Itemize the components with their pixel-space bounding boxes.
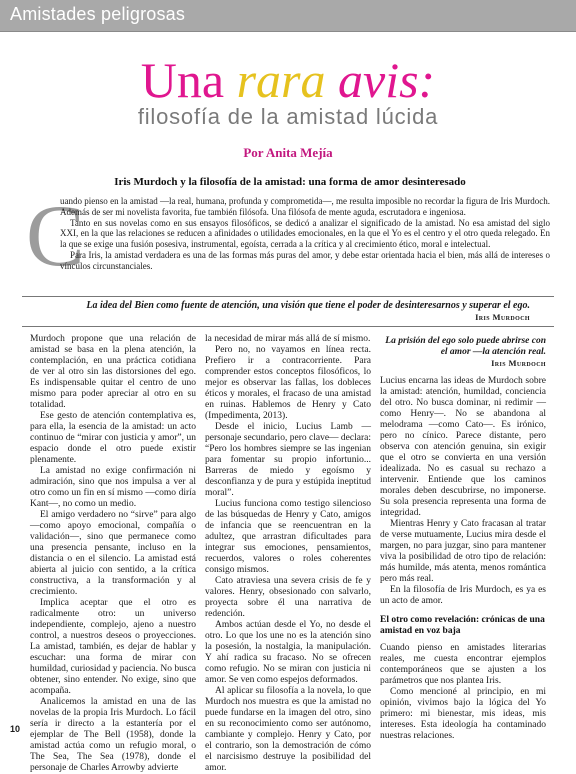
- column-1: [30, 334, 196, 774]
- page-number: 10: [10, 724, 21, 734]
- byline: Por Anita Mejía: [243, 145, 333, 160]
- title-part-3: avis:: [325, 52, 436, 108]
- column-2: [205, 334, 371, 774]
- section-subhead: El otro como revelación: crónicas de una amistad en voz baja: [380, 615, 545, 636]
- article-deck: Iris Murdoch y la filosofía de la amistad: una forma de amor desinteresado: [114, 176, 466, 188]
- body-paragraph: la necesidad de mirar más allá de sí mismo.: [205, 334, 371, 344]
- body-paragraph: Cuando pienso en amistades literarias reales, me cuesta encontrar ejemplos contemporáneos que se ajusten a los parámetros que nos plantea Iris.: [380, 643, 546, 686]
- divider-bottom: [22, 326, 554, 327]
- column-3: [380, 376, 546, 742]
- body-paragraph: Lucius funciona como testigo silencioso de las búsquedas de Henry y Cato, amigos de infancia que se reencuentran en la adultez, que arrastran dificultades para integrar sus emociones, pensamientos, recuerdos, valores o roles coherentes consigo mismos.: [205, 499, 371, 575]
- pullquote-secondary-author: Iris Murdoch: [491, 358, 546, 368]
- body-paragraph: En la filosofía de Iris Murdoch, es ya es un acto de amor.: [380, 585, 546, 606]
- article-title: [0, 52, 576, 108]
- body-paragraph: Implica aceptar que el otro es radicalmente otro: un universo independiente, complejo, ajeno a nuestro control, a nuestros deseos o proyecciones. La amistad, también, es dejar de hablar y escuchar: una forma de mirar con humildad, curiosidad y paciencia. No busca obtener, sino entender. No exige, sino que acompaña.: [30, 598, 196, 696]
- title-part-2: rara: [236, 52, 326, 108]
- article-subtitle: filosofía de la amistad lúcida: [137, 104, 439, 129]
- body-paragraph: Cato atraviesa una severa crisis de fe y valores. Henry, obsesionado con salvarlo, proyecta sobre él una narrativa de redención.: [205, 576, 371, 619]
- intro-text: [60, 196, 550, 272]
- intro-paragraph: uando pienso en la amistad —la real, humana, profunda y comprometida—, me resulta imposible no recordar la figura de Iris Murdoch. Además de ser mi novelista favorita, fue también filósofa. Una filósofa de mente aguda, escrutadora e ingeniosa.: [60, 196, 550, 217]
- body-paragraph: Lucius encarna las ideas de Murdoch sobre la amistad: atención, humildad, conciencia del otro. No busca dominar, ni redimir —como Henry—. No se abandona al melodrama —como Cato—. Es irónico, pero no cínico. Parece distante, pero observa con atención genuina, sin exigir que el otro se convierta en una versión idealizada. No es casual su rechazo a intervenir. Entiende que los caminos morales deben descubrirse, no imponerse. Su sola presencia representa una forma de integridad.: [380, 376, 546, 518]
- body-paragraph: El amigo verdadero no “sirve” para algo —como apoyo emocional, compañía o validación—, sino que permanece como una presencia pensante, incluso en la distancia o en el silencio. La amistad está abierta al juicio con sentido, a la crítica constructiva, a la transformación y al crecimiento.: [30, 510, 196, 597]
- body-paragraph: Murdoch propone que una relación de amistad se basa en la plena atención, la contemplación, en una práctica cotidiana de ver al otro sin las distorsiones del ego. Es indispensable quitar el centro de uno mismo para poder apreciar al otro en su totalidad.: [30, 334, 196, 410]
- body-paragraph: Pero no, no vayamos en línea recta. Prefiero ir a contracorriente. Para comprender estos conceptos filosóficos, lo mejor es observar las fallas, los dobleces éticos y morales, el fracaso de una amistad en ruinas. Hablemos de Henry y Cato (Impedimenta, 2013).: [205, 345, 371, 421]
- divider-top: [22, 296, 554, 297]
- body-paragraph: Desde el inicio, Lucius Lamb —personaje secundario, pero clave— declara: “Pero los hombres siempre se las ingenian para fomentar su propio infortunio... Barreras de miedo y egoísmo y desconfianza y de pura y estúpida ineptitud moral”.: [205, 422, 371, 498]
- body-paragraph: La amistad no exige confirmación ni admiración, sino que nos impulsa a ver al otro como un fin en sí mismo —como diría Kant—, no como un medio.: [30, 466, 196, 509]
- body-paragraph: Ese gesto de atención contemplativa es, para ella, la esencia de la amistad: un acto continuo de “mirar con justicia y amor”, un espacio donde el otro puede existir plenamente.: [30, 411, 196, 465]
- intro-paragraph: Tanto en sus novelas como en sus ensayos filosóficos, se dedicó a analizar el significado de la amistad. No esa amistad del siglo XXI, en la que las relaciones se reducen a afinidades o utilidades emocionales, en la que el Yo es el centro y el otro queda relegado. En la que se exige una fusión posesiva, instrumental, egoísta, cerrada a la crítica y al crecimiento ético, moral e intelectual.: [60, 217, 550, 250]
- section-header: [0, 0, 576, 32]
- body-paragraph: Como mencioné al principio, en mi opinión, vivimos bajo la lógica del Yo primero: mi bienestar, mis ideas, mis intereses. Esta ideología ha contaminado nuestras relaciones.: [380, 687, 546, 741]
- body-paragraph: Al aplicar su filosofía a la novela, lo que Murdoch nos muestra es que la amistad no puede fundarse en la imagen del otro, sino en su reconocimiento como ser autónomo, cambiante y complejo. Henry y Cato, por el contrario, son la demostración de cómo el narcisismo destruye la posibilidad del amor.: [205, 686, 371, 773]
- body-paragraph: Ambos actúan desde el Yo, no desde el otro. Lo que los une no es la atención sino la posesión, la nostalgia, la manipulación. Y ahí radica su fracaso. No se ofrecen como refugio. No se miran con justicia ni amor. Se ven como espejos deformados.: [205, 620, 371, 685]
- section-label: Amistades peligrosas: [10, 4, 186, 24]
- body-paragraph: Mientras Henry y Cato fracasan al tratar de verse mutuamente, Lucius mira desde el margen, no para juzgar, sino para mantener viva la posibilidad de otro tipo de relación: más humilde, más atenta, menos romántica pero más real.: [380, 519, 546, 584]
- body-paragraph: Analicemos la amistad en una de las novelas de la propia Iris Murdoch. Lo fácil sería ir directo a la estantería por el ejemplar de The Bell (1958), donde la amistad actúa como un refugio moral, o The Sea, The Sea (1978), donde el personaje de Charles Arrowby advierte: [30, 697, 196, 773]
- intro-paragraph: Para Iris, la amistad verdadera es una de las formas más puras del amor, y debe estar orientada hacia el bien, más allá de intereses o vínculos circunstanciales.: [60, 249, 550, 271]
- pullquote-main-author: Iris Murdoch: [475, 312, 530, 322]
- title-part-1: Una: [140, 52, 237, 108]
- pullquote-secondary: La prisión del ego solo puede abrirse con el amor —la atención real.: [385, 336, 546, 357]
- pullquote-main: La idea del Bien como fuente de atención, una visión que tiene el poder de desinteresarnos y superar el ego.: [86, 300, 530, 311]
- drop-cap: C: [26, 188, 85, 285]
